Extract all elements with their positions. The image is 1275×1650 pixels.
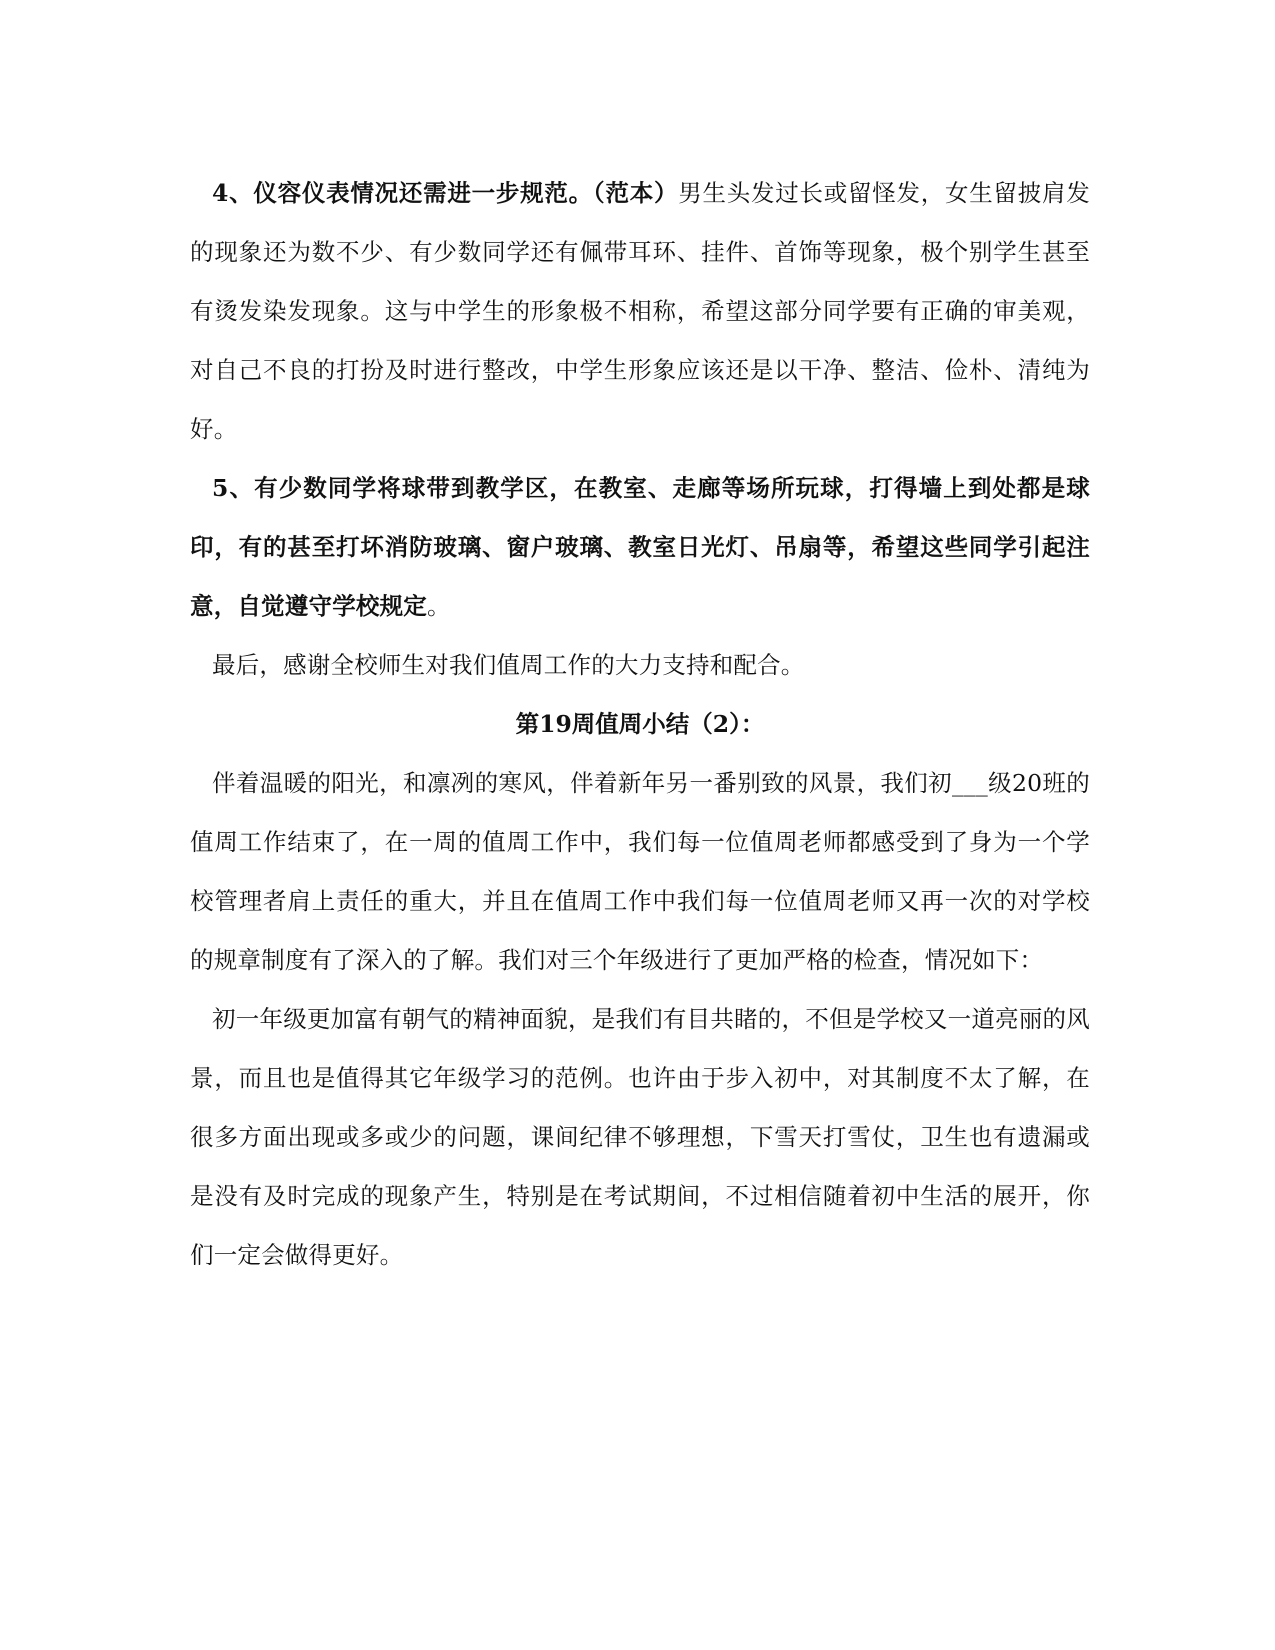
section-heading: 第19周值周小结（2）：: [515, 710, 765, 738]
document-body: [190, 164, 1090, 1285]
paragraph-appearance-lead: 4、仪容仪表情况还需进一步规范。（范本）: [212, 179, 679, 207]
paragraph-closing: 最后，感谢全校师生对我们值周工作的大力支持和配合。: [212, 651, 805, 679]
paragraph-ball-games-end: 。: [427, 592, 451, 620]
paragraph-ball-games: [190, 459, 1090, 636]
paragraph-appearance: [190, 164, 1090, 459]
paragraph-intro: 伴着温暖的阳光，和凛冽的寒风，伴着新年另一番别致的风景，我们初___级20班的值周工作结束了，在一周的值周工作中，我们每一位值周老师都感受到了身为一个学校管理者肩上责任的重大，并且在值周工作中我们每一位值周老师又再一次的对学校的规章制度有了深入的了解。我们对三个年级进行了更加严格的检查，情况如下：: [190, 769, 1090, 974]
paragraph-grade-one: 初一年级更加富有朝气的精神面貌，是我们有目共睹的，不但是学校又一道亮丽的风景，而且也是值得其它年级学习的范例。也许由于步入初中，对其制度不太了解，在很多方面出现或多或少的问题，课间纪律不够理想，下雪天打雪仗，卫生也有遗漏或是没有及时完成的现象产生，特别是在考试期间，不过相信随着初中生活的展开，你们一定会做得更好。: [190, 1005, 1090, 1269]
paragraph-appearance-text: 男生头发过长或留怪发，女生留披肩发的现象还为数不少、有少数同学还有佩带耳环、挂件、首饰等现象，极个别学生甚至有烫发染发现象。这与中学生的形象极不相称，希望这部分同学要有正确的审美观，对自己不良的打扮及时进行整改，中学生形象应该还是以干净、整洁、俭朴、清纯为好。: [190, 179, 1090, 443]
paragraph-ball-games-text: 5、有少数同学将球带到教学区，在教室、走廊等场所玩球，打得墙上到处都是球印，有的甚至打坏消防玻璃、窗户玻璃、教室日光灯、吊扇等，希望这些同学引起注意，自觉遵守学校规定: [190, 474, 1090, 620]
